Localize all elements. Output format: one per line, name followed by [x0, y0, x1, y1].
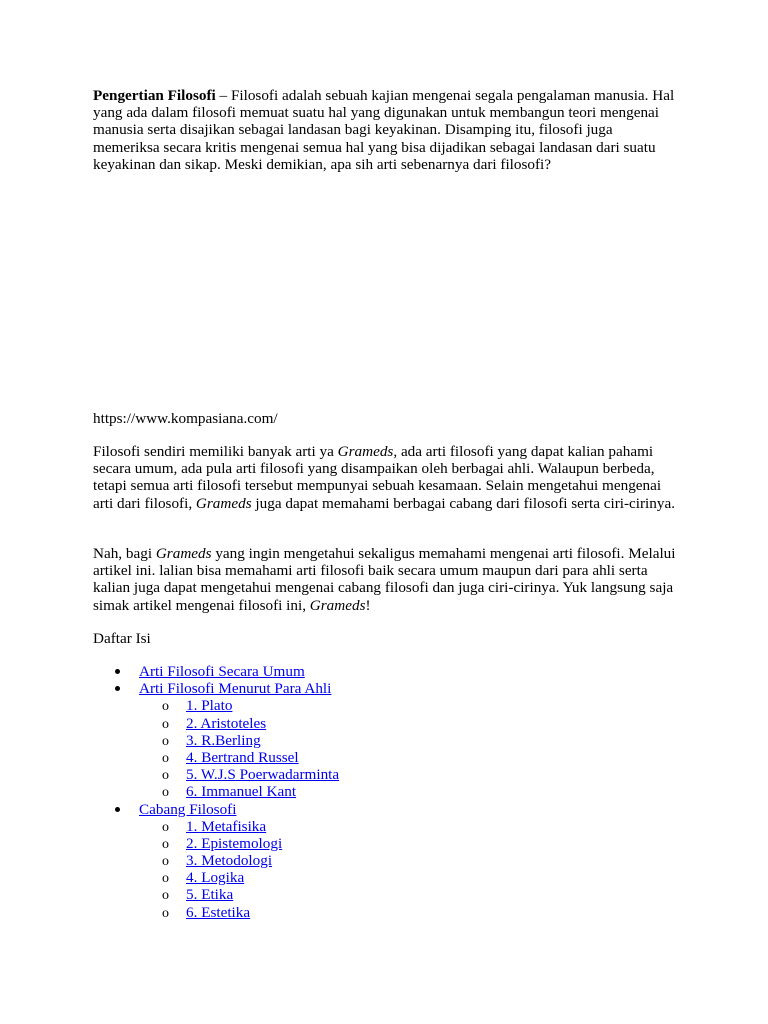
- toc-link-metodologi[interactable]: 3. Metodologi: [186, 852, 273, 870]
- bullet-circle-icon: o: [162, 871, 169, 887]
- toc-subitem: [93, 835, 693, 852]
- toc-link-r-berling[interactable]: 3. R.Berling: [186, 731, 261, 749]
- brand-name: Grameds: [337, 443, 394, 460]
- toc-heading: Daftar Isi: [93, 630, 151, 647]
- image-source-caption: https://www.kompasiana.com/: [93, 410, 278, 427]
- toc-link-metafisika[interactable]: 1. Metafisika: [186, 817, 267, 835]
- toc-subitem: [93, 749, 693, 766]
- intro-text: – Filosofi adalah sebuah kajian mengenai segala pengalaman manusia. Hal yang ada dalam filosofi memuat suatu hal yang digunakan untuk membangun teori mengenai manusia serta disajikan sebagai landasan bagi keyakinan. Disamping itu, filosofi juga memeriksa secara kritis mengenai semua hal yang bisa dijadikan sebagai landasan dari suatu keyakinan dan sikap. Meski demikian, apa sih arti sebenarnya dari filosofi?: [93, 87, 675, 173]
- brand-name: Grameds: [155, 545, 212, 562]
- bullet-circle-icon: o: [162, 854, 169, 870]
- toc-subitem: [93, 715, 693, 732]
- bullet-circle-icon: o: [162, 888, 169, 904]
- bullet-circle-icon: o: [162, 819, 169, 835]
- text-run: yang ingin mengetahui sekaligus memahami mengenai arti filosofi. Melalui artikel ini. lalian bisa memahami arti filosofi baik secara umum maupun dari para ahli serta kalian juga dapat mengetahui mengenai cabang filosofi dan juga ciri-cirinya. Yuk langsung saja simak artikel mengenai filosofi ini,: [93, 545, 676, 614]
- bullet-disc-icon: [115, 807, 120, 812]
- paragraph-three: [93, 545, 683, 614]
- text-run: juga dapat memahami berbagai cabang dari filosofi serta ciri-cirinya.: [251, 494, 675, 512]
- text-run: Filosofi sendiri memiliki banyak arti ya: [93, 443, 338, 460]
- bullet-circle-icon: o: [162, 699, 169, 715]
- toc-item: [93, 801, 693, 818]
- intro-paragraph: [93, 87, 683, 173]
- toc-subitem: [93, 783, 693, 800]
- toc-link-aristoteles[interactable]: 2. Aristoteles: [186, 714, 267, 732]
- bullet-circle-icon: o: [162, 905, 169, 921]
- bullet-disc-icon: [115, 669, 120, 674]
- toc-link-wjs-poerwadarminta[interactable]: 5. W.J.S Poerwadarminta: [186, 766, 340, 784]
- toc-link-immanuel-kant[interactable]: 6. Immanuel Kant: [186, 783, 297, 801]
- toc-subitem: [93, 697, 693, 714]
- bullet-circle-icon: o: [162, 836, 169, 852]
- toc-link-bertrand-russel[interactable]: 4. Bertrand Russel: [186, 748, 299, 766]
- text-run: , ada arti filosofi yang dapat kalian pahami secara umum, ada pula arti filosofi yang disampaikan oleh berbagai ahli. Walaupun berbeda, tetapi semua arti filosofi tersebut mempunyai sebuah kesamaan. Selain mengetahui mengenai arti dari filosofi,: [93, 443, 662, 512]
- toc-subitem: [93, 852, 693, 869]
- toc-item: [93, 680, 693, 697]
- toc-link-epistemologi[interactable]: 2. Epistemologi: [186, 834, 283, 852]
- toc-link-arti-filosofi-menurut-para-ahli[interactable]: Arti Filosofi Menurut Para Ahli: [139, 680, 332, 698]
- toc-link-arti-filosofi-secara-umum[interactable]: Arti Filosofi Secara Umum: [139, 663, 305, 680]
- brand-name: Grameds: [195, 494, 252, 512]
- bullet-circle-icon: o: [162, 785, 169, 801]
- toc-subitem: [93, 818, 693, 835]
- bullet-circle-icon: o: [162, 733, 169, 749]
- text-run: !: [365, 596, 371, 614]
- toc-item: [93, 663, 693, 680]
- bullet-circle-icon: o: [162, 750, 169, 766]
- toc-link-estetika[interactable]: 6. Estetika: [186, 903, 251, 921]
- paragraph-two: [93, 443, 683, 512]
- toc-link-logika[interactable]: 4. Logika: [186, 869, 245, 887]
- text-run: Nah, bagi: [93, 545, 156, 562]
- brand-name: Grameds: [309, 596, 366, 614]
- toc-link-cabang-filosofi[interactable]: Cabang Filosofi: [139, 800, 237, 818]
- toc-subitem: [93, 886, 693, 903]
- toc-subitem: [93, 766, 693, 783]
- toc-subitem: [93, 732, 693, 749]
- bullet-circle-icon: o: [162, 716, 169, 732]
- table-of-contents: [93, 663, 693, 921]
- toc-subitem: [93, 904, 693, 921]
- toc-link-plato[interactable]: 1. Plato: [186, 697, 233, 715]
- intro-term: Pengertian Filosofi: [93, 87, 216, 104]
- bullet-disc-icon: [115, 686, 120, 691]
- toc-link-etika[interactable]: 5. Etika: [186, 886, 234, 904]
- bullet-circle-icon: o: [162, 768, 169, 784]
- toc-subitem: [93, 869, 693, 886]
